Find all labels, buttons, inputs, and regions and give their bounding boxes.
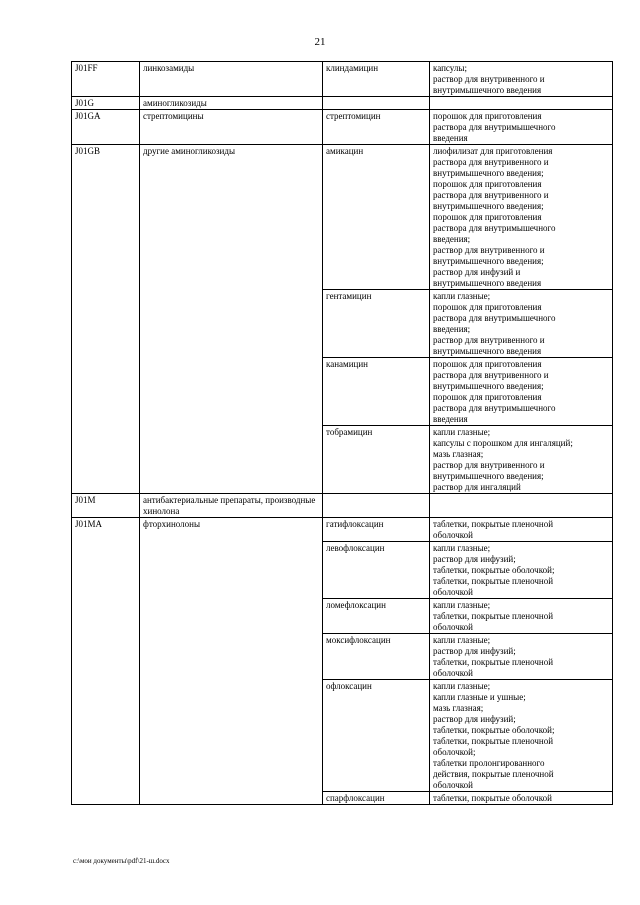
table-row <box>72 494 613 518</box>
dosage-form-line: порошок для приготовления <box>433 392 542 402</box>
dosage-form-line: капли глазные; <box>433 291 491 301</box>
drug-name-cell: офлоксацин <box>323 680 430 792</box>
dosage-form-line: раствора для внутривенного и <box>433 157 549 167</box>
drug-name-cell: амикацин <box>323 145 430 290</box>
dosage-form-line: мазь глазная; <box>433 703 484 713</box>
drug-name-cell: клиндамицин <box>323 62 430 97</box>
dosage-form-line: лиофилизат для приготовления <box>433 146 553 156</box>
dosage-form-line: оболочкой <box>433 587 473 597</box>
atc-code-cell: J01G <box>72 97 140 110</box>
group-name-cell: антибактериальные препараты, производные хинолона <box>140 494 323 518</box>
dosage-form-line: введения; <box>433 234 471 244</box>
drug-name-cell: гентамицин <box>323 290 430 358</box>
footer-file-path: c:\мои документы\pdf\21-ш.docx <box>73 857 170 865</box>
dosage-forms-cell <box>430 792 613 805</box>
dosage-form-line: капли глазные; <box>433 600 491 610</box>
drug-name-cell: спарфлоксацин <box>323 792 430 805</box>
dosage-form-line: таблетки, покрытые пленочной <box>433 519 554 529</box>
dosage-form-line: порошок для приготовления <box>433 111 542 121</box>
dosage-form-line: таблетки пролонгированного <box>433 758 545 768</box>
drug-name-cell: моксифлоксацин <box>323 634 430 680</box>
group-name-cell: фторхинолоны <box>140 518 323 805</box>
dosage-forms-cell <box>430 599 613 634</box>
dosage-form-line: раствора для внутримышечного <box>433 313 556 323</box>
dosage-form-line: таблетки, покрытые пленочной <box>433 576 554 586</box>
dosage-form-line: внутримышечного введения <box>433 278 542 288</box>
page-number: 21 <box>314 36 326 48</box>
dosage-forms-cell <box>430 426 613 494</box>
dosage-forms-cell <box>430 62 613 97</box>
dosage-form-line: введения <box>433 133 468 143</box>
dosage-form-line: таблетки, покрытые оболочкой; <box>433 565 555 575</box>
dosage-form-line: оболочкой <box>433 668 473 678</box>
dosage-form-line: порошок для приготовления <box>433 302 542 312</box>
dosage-form-line: капли глазные; <box>433 427 491 437</box>
dosage-form-line: раствор для ингаляций <box>433 482 521 492</box>
dosage-forms-cell <box>430 290 613 358</box>
dosage-form-line: раствора для внутривенного и <box>433 190 549 200</box>
atc-code-cell: J01GA <box>72 110 140 145</box>
dosage-form-line: оболочкой <box>433 780 473 790</box>
table-row <box>72 110 613 145</box>
dosage-form-line: капли глазные и ушные; <box>433 692 526 702</box>
dosage-form-line: раствора для внутримышечного <box>433 122 556 132</box>
dosage-form-line: внутримышечного введения; <box>433 201 544 211</box>
table-row <box>72 97 613 110</box>
dosage-form-line: капли глазные; <box>433 635 491 645</box>
drug-name-cell <box>323 97 430 110</box>
drug-name-cell <box>323 494 430 518</box>
dosage-forms-cell <box>430 542 613 599</box>
dosage-form-line: внутримышечного введения <box>433 346 542 356</box>
drug-name-cell: ломефлоксацин <box>323 599 430 634</box>
table-row <box>72 518 613 542</box>
dosage-form-line: таблетки, покрытые пленочной <box>433 736 554 746</box>
dosage-form-line: порошок для приготовления <box>433 359 542 369</box>
dosage-form-line: раствор для инфузий; <box>433 646 516 656</box>
dosage-form-line: оболочкой; <box>433 747 476 757</box>
dosage-form-line: раствор для внутривенного и <box>433 74 545 84</box>
dosage-form-line: раствор для внутривенного и <box>433 245 545 255</box>
dosage-form-line: раствор для внутривенного и <box>433 335 545 345</box>
dosage-form-line: внутримышечного введения; <box>433 381 544 391</box>
dosage-form-line: порошок для приготовления <box>433 212 542 222</box>
dosage-form-line: капсулы; <box>433 63 467 73</box>
drug-name-cell: гатифлоксацин <box>323 518 430 542</box>
atc-code-cell: J01GB <box>72 145 140 494</box>
dosage-forms-cell <box>430 494 613 518</box>
drug-name-cell: левофлоксацин <box>323 542 430 599</box>
table-row <box>72 145 613 290</box>
dosage-forms-cell <box>430 110 613 145</box>
dosage-form-line: таблетки, покрытые пленочной <box>433 611 554 621</box>
drug-name-cell: тобрамицин <box>323 426 430 494</box>
dosage-form-line: введения <box>433 414 468 424</box>
dosage-forms-cell <box>430 97 613 110</box>
dosage-forms-cell <box>430 680 613 792</box>
dosage-form-line: раствор для инфузий; <box>433 714 516 724</box>
atc-code-cell: J01MA <box>72 518 140 805</box>
dosage-form-line: капли глазные; <box>433 681 491 691</box>
dosage-form-line: оболочкой <box>433 622 473 632</box>
group-name-cell: аминогликозиды <box>140 97 323 110</box>
dosage-form-line: раствора для внутривенного и <box>433 370 549 380</box>
dosage-form-line: таблетки, покрытые оболочкой <box>433 793 552 803</box>
atc-code-cell: J01FF <box>72 62 140 97</box>
drug-classification-table <box>71 61 613 805</box>
dosage-form-line: введения; <box>433 324 471 334</box>
dosage-form-line: внутримышечного введения; <box>433 471 544 481</box>
dosage-form-line: таблетки, покрытые оболочкой; <box>433 725 555 735</box>
table-row <box>72 62 613 97</box>
dosage-form-line: капли глазные; <box>433 543 491 553</box>
dosage-forms-cell <box>430 145 613 290</box>
dosage-forms-cell <box>430 634 613 680</box>
dosage-forms-cell <box>430 358 613 426</box>
drug-name-cell: стрептомицин <box>323 110 430 145</box>
dosage-form-line: внутримышечного введения; <box>433 168 544 178</box>
dosage-form-line: капсулы с порошком для ингаляций; <box>433 438 573 448</box>
dosage-form-line: раствор для инфузий; <box>433 554 516 564</box>
group-name-cell: линкозамиды <box>140 62 323 97</box>
drug-name-cell: канамицин <box>323 358 430 426</box>
dosage-form-line: таблетки, покрытые пленочной <box>433 657 554 667</box>
atc-code-cell: J01M <box>72 494 140 518</box>
group-name-cell: другие аминогликозиды <box>140 145 323 494</box>
dosage-form-line: действия, покрытые пленочной <box>433 769 554 779</box>
dosage-form-line: раствор для инфузий и <box>433 267 521 277</box>
dosage-form-line: мазь глазная; <box>433 449 484 459</box>
dosage-form-line: внутримышечного введения; <box>433 256 544 266</box>
group-name-cell: стрептомицины <box>140 110 323 145</box>
dosage-forms-cell <box>430 518 613 542</box>
dosage-form-line: порошок для приготовления <box>433 179 542 189</box>
dosage-form-line: раствора для внутримышечного <box>433 223 556 233</box>
dosage-form-line: внутримышечного введения <box>433 85 542 95</box>
dosage-form-line: раствор для внутривенного и <box>433 460 545 470</box>
dosage-form-line: раствора для внутримышечного <box>433 403 556 413</box>
dosage-form-line: оболочкой <box>433 530 473 540</box>
